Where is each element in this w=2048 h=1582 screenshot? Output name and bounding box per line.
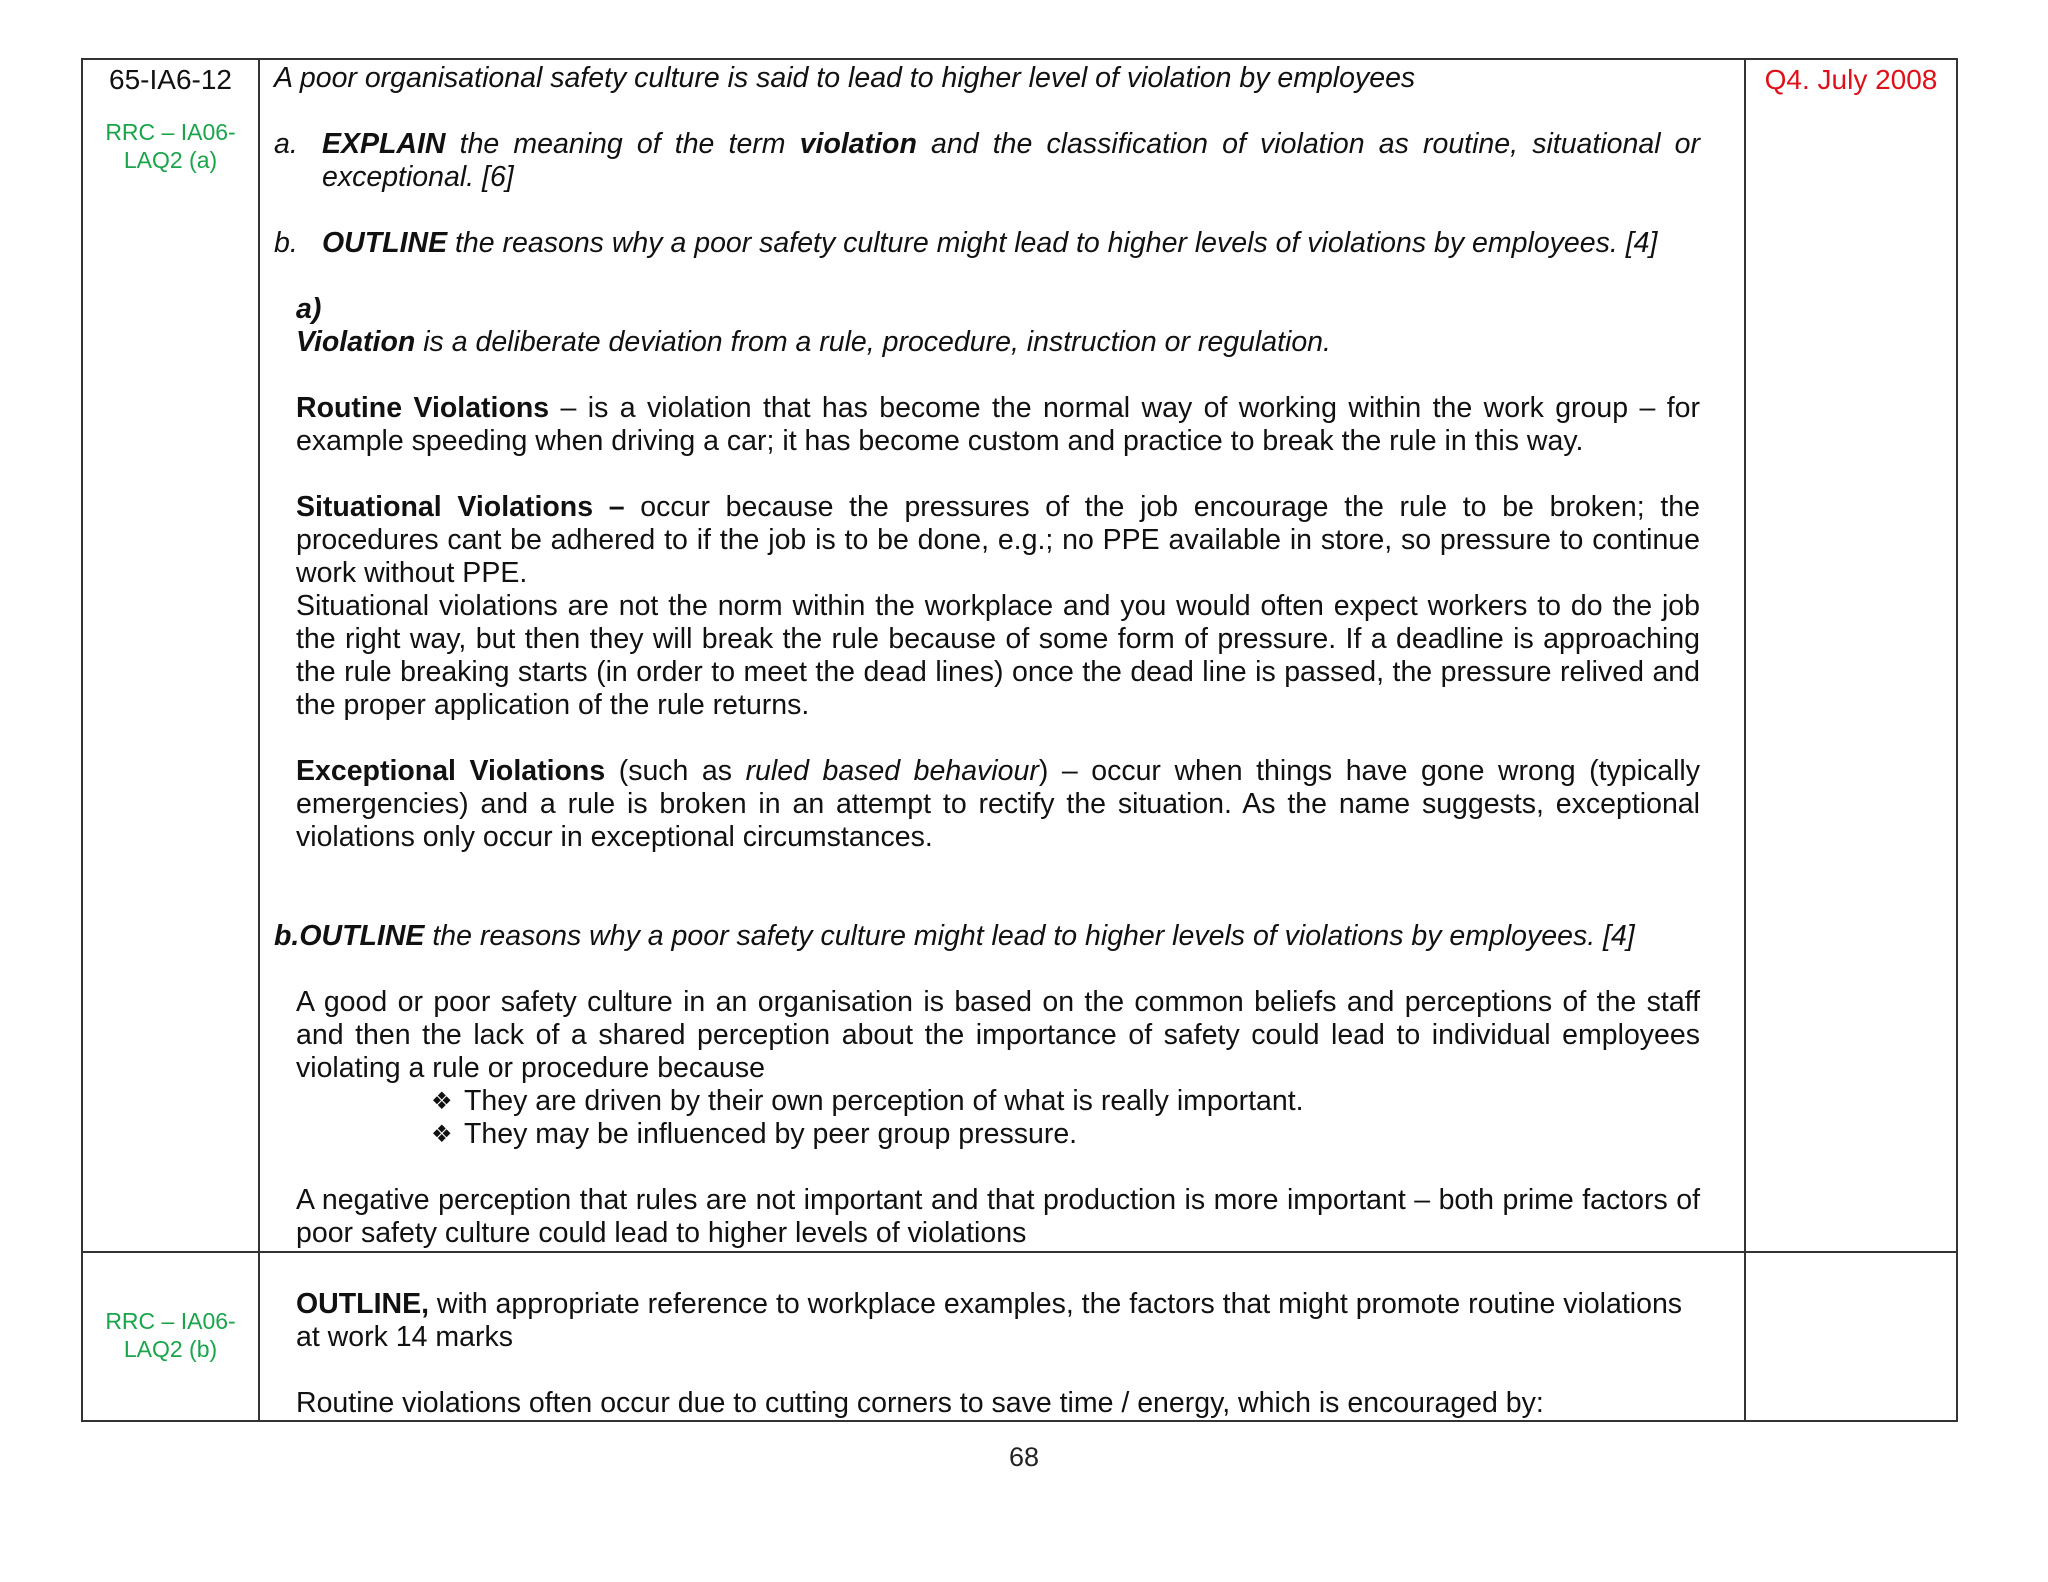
rrc-reference: RRC – IA06-LAQ2 (a) [105,119,236,173]
answer-a [274,260,1700,854]
violation-definition: Violation is a deliberate deviation from a rule, procedure, instruction or regulation. [296,326,1331,358]
date-cell [1745,1252,1957,1421]
question-date: Q4. July 2008 [1764,64,1938,95]
list-item: ❖ They may be influenced by peer group pressure. [431,1118,1078,1150]
answer-b-heading: b.OUTLINE the reasons why a poor safety culture might lead to higher levels of violations by employees. [4] [274,920,1635,952]
safety-culture-paragraph: A good or poor safety culture in an organisation is based on the common beliefs and perceptions of the staff and then the lack of a shared perception about the importance of safety could lead to individual employees violating a rule or procedure because [296,986,1700,1084]
answer-b [274,986,1700,1250]
content-cell [259,59,1745,1252]
part-b-question: b. OUTLINE the reasons why a poor safety culture might lead to higher levels of violations by employees. [4] [274,227,1658,259]
reference-cell [82,1252,259,1421]
routine-question: OUTLINE, with appropriate reference to workplace examples, the factors that might promote routine violations at work 14 marks [296,1288,1683,1353]
question-table [81,58,1958,1422]
table-row [82,1252,1957,1421]
question-intro: A poor organisational safety culture is said to lead to higher level of violation by employees [274,62,1416,94]
situational-violations: Situational Violations – occur because the pressures of the job encourage the rule to be broken; the procedures cant be adhered to if the job is to be done, e.g.; no PPE available in store, so pressure to continue work without PPE. [296,491,1700,589]
exceptional-violations: Exceptional Violations (such as ruled based behaviour) – occur when things have gone wrong (typically emergencies) and a rule is broken in an attempt to rectify the situation. As the name suggests, exceptional violations only occur in exceptional circumstances. [296,755,1700,853]
answer-a-heading: a) [296,293,322,325]
diamond-bullet-icon: ❖ [431,1088,453,1115]
part-a-question: a. EXPLAIN the meaning of the term violation and the classification of violation as routine, situational or exceptional. [6] [274,128,1701,193]
diamond-bullet-icon: ❖ [431,1121,453,1148]
list-item: ❖ They are driven by their own perception of what is really important. [431,1085,1304,1117]
question-code: 65-IA6-12 [109,64,232,95]
routine-paragraph: Routine violations often occur due to cutting corners to save time / energy, which is encouraged by: [296,1387,1544,1419]
routine-violations: Routine Violations – is a violation that has become the normal way of working within the work group – for example speeding when driving a car; it has become custom and practice to break the rule in this way. [296,392,1700,457]
table-row [82,59,1957,1252]
negative-perception-paragraph: A negative perception that rules are not important and that production is more important – both prime factors of poor safety culture could lead to higher levels of violations [296,1184,1700,1249]
date-cell [1745,59,1957,1252]
rrc-reference: RRC – IA06-LAQ2 (b) [105,1308,236,1362]
content-cell [259,1252,1745,1421]
situational-violations-detail: Situational violations are not the norm within the workplace and you would often expect workers to do the job the right way, but then they will break the rule because of some form of pressure. If a deadline is approaching the rule breaking starts (in order to meet the dead lines) once the dead line is passed, the pressure relived and the proper application of the rule returns. [296,590,1700,721]
reference-cell [82,59,259,1252]
page-number: 68 [1008,1442,1040,1472]
